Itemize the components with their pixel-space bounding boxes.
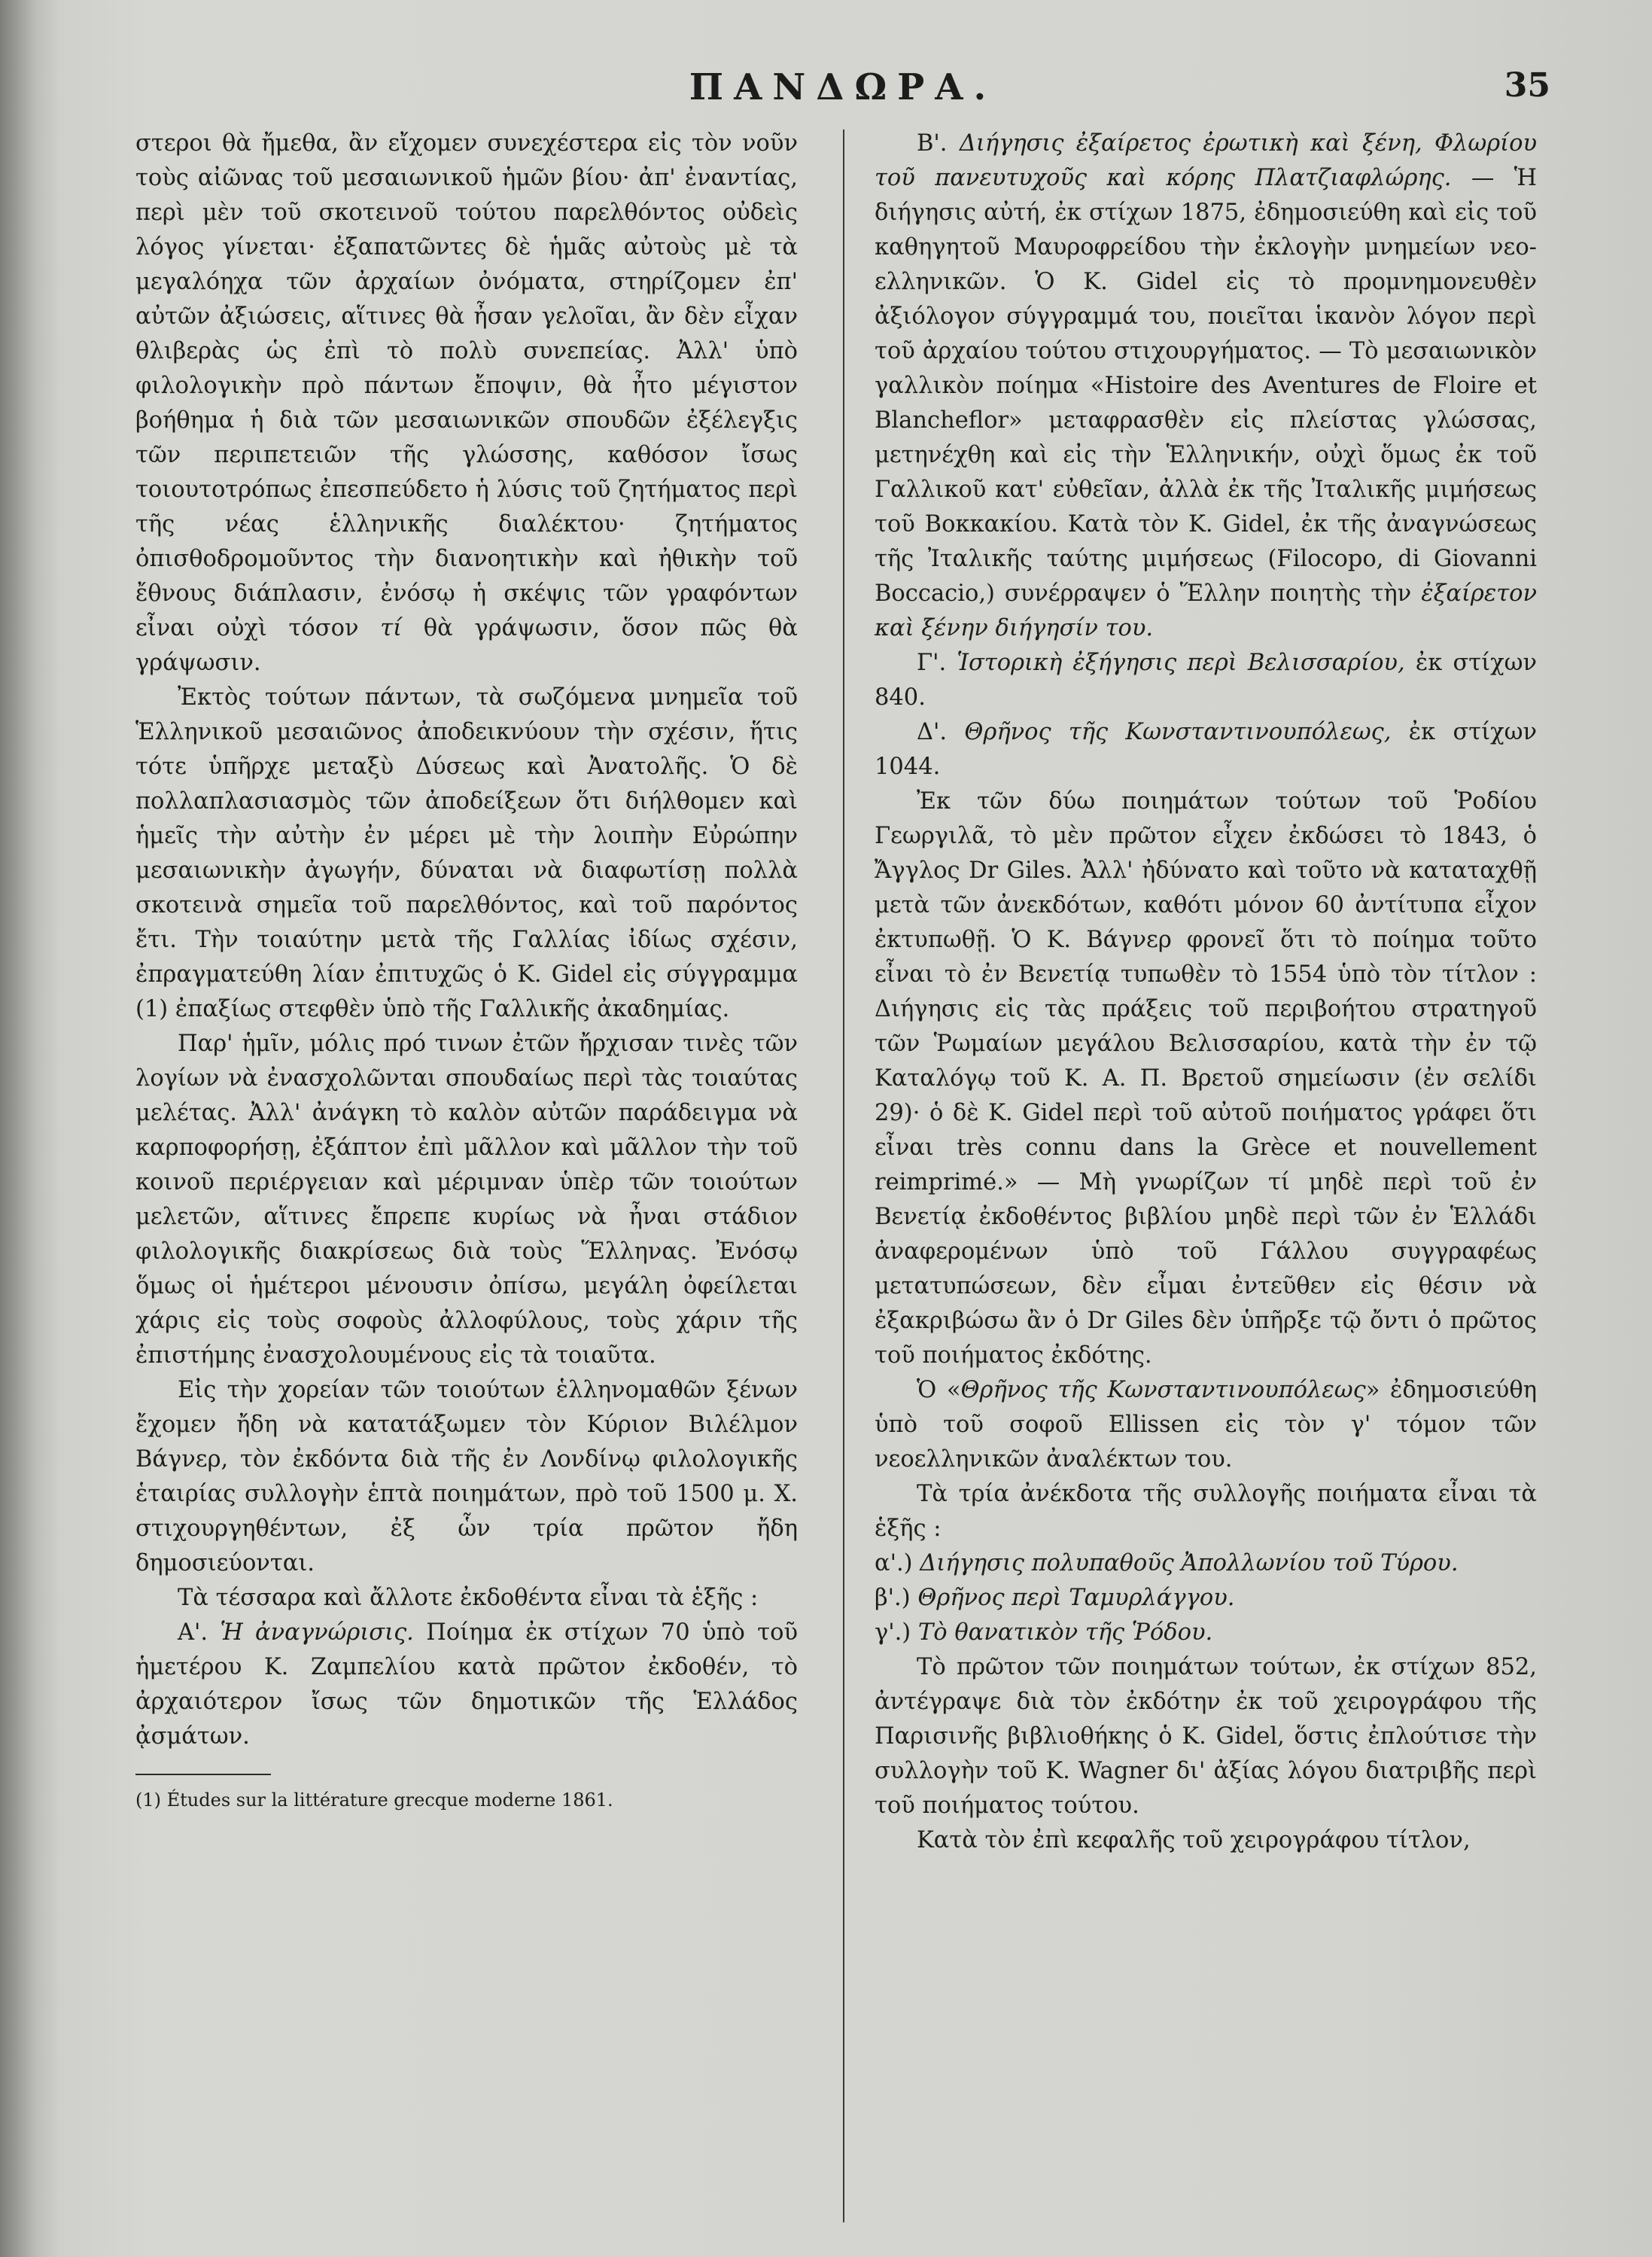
list-item: Α'. Ἡ ἀναγνώρισις. Ποίημα ἐκ στίχων 70 ὑπὸ τοῦ ἡμετέρου Κ. Ζαμπελίου κατὰ πρῶτον ἐκδοθέν, τὸ ἀρχαιότερον ἴσως τῶν δημοτικῶν τῆς Ἑλλάδος ᾀσμάτων.: [135, 1619, 798, 1750]
column-divider: [843, 129, 844, 2222]
paragraph: Κατὰ τὸν ἐπὶ κεφαλῆς τοῦ χειρογράφου τίτλον,: [917, 1827, 1471, 1853]
list-item: γ'.) Τὸ θανατικὸν τῆς Ῥόδου.: [875, 1619, 1213, 1646]
paragraph: Τὸ πρῶτον τῶν ποιημάτων τούτων, ἐκ στίχων 852, ἀντέγραψε διὰ τὸν ἐκδότην ἐκ τοῦ χειρογράφου τῆς Παρισινῆς βιβλιοθήκης ὁ Κ. Gidel, ὅστις ἐπλούτισε τὴν συλλογὴν τοῦ Κ. Wagner δι' ἀξίας λόγου διατριβῆς περὶ τοῦ ποιήματος τούτου.: [875, 1654, 1537, 1819]
running-title: ΠΑΝΔΩΡΑ.: [689, 66, 997, 108]
right-column: [875, 126, 1537, 1858]
paragraph: Τὰ τέσσαρα καὶ ἄλλοτε ἐκδοθέντα εἶναι τὰ ἑξῆς :: [178, 1585, 759, 1611]
paragraph: Εἰς τὴν χορείαν τῶν τοιούτων ἑλληνομαθῶν ξένων ἔχομεν ἤδη νὰ κατατάξωμεν τὸν Κύριον Βιλέλμον Βάγνερ, τὸν ἐκδόντα διὰ τῆς ἐν Λονδίνῳ φιλολογικῆς ἑταιρίας συλλογὴν ἑπτὰ ποιημάτων, πρὸ τοῦ 1500 μ. Χ. στιχουργηθέντων, ἐξ ὧν τρία πρῶτον ἤδη δημοσιεύονται.: [135, 1377, 798, 1576]
list-item: Γ'. Ἱστορικὴ ἐξήγησις περὶ Βελισσαρίου, ἐκ στίχων 840.: [875, 650, 1537, 711]
list-item: Δ'. Θρῆνος τῆς Κωνσταντινουπόλεως, ἐκ στίχων 1044.: [875, 719, 1538, 780]
list-item: Β'. Διήγησις ἐξαίρετος ἐρωτικὴ καὶ ξένη, Φλωρίου τοῦ πανευτυχοῦς καὶ κόρης Πλατζιαφλώρης. — Ἡ διήγησις αὐτή, ἐκ στίχων 1875, ἐδημοσιεύθη καὶ εἰς τοῦ καθηγητοῦ Μαυροφρείδου τὴν ἐκλογὴν μνημείων νεο-ελληνικῶν. Ὁ Κ. Gidel εἰς τὸ προμνημονευθὲν ἀξιόλογον σύγγραμμά του, ποιεῖται ἱκανὸν λόγον περὶ τοῦ ἀρχαίου τούτου στιχουργήματος. — Τὸ μεσαιωνικὸν γαλλικὸν ποίημα «Histoire des Aventures de Floire et Blancheflor» μεταφρασθὲν εἰς πλείστας γλώσσας, μετηνέχθη καὶ εἰς τὴν Ἑλληνικήν, οὐχὶ ὅμως ἐκ τοῦ Γαλλικοῦ κατ' εὐθεῖαν, ἀλλὰ ἐκ τῆς Ἰταλικῆς μιμήσεως τοῦ Βοκκακίου. Κατὰ τὸν Κ. Gidel, ἐκ τῆς ἀναγνώσεως τῆς Ἰταλικῆς ταύτης μιμήσεως (Filocopo, di Giovanni Boccacio,) συνέρραψεν ὁ Ἕλλην ποιητὴς τὴν ἐξαίρετον καὶ ξένην διήγησίν του.: [875, 130, 1537, 641]
paragraph: Ἐκ τῶν δύω ποιημάτων τούτων τοῦ Ῥοδίου Γεωργιλᾶ, τὸ μὲν πρῶτον εἶχεν ἐκδώσει τὸ 1843, ὁ Ἄγγλος Dr Giles. Ἀλλ' ἠδύνατο καὶ τοῦτο νὰ καταταχθῇ μετὰ τῶν ἀνεκδότων, καθότι μόνον 60 ἀντίτυπα εἶχον ἐκτυπωθῇ. Ὁ Κ. Βάγνερ φρονεῖ ὅτι τὸ ποίημα τοῦτο εἶναι τὸ ἐν Βενετίᾳ τυπωθὲν τὸ 1554 ὑπὸ τὸν τίτλον : Διήγησις εἰς τὰς πράξεις τοῦ περιβοήτου στρατηγοῦ τῶν Ῥωμαίων μεγάλου Βελισσαρίου, κατὰ τὴν ἐν τῷ Καταλόγῳ τοῦ Κ. Α. Π. Βρετοῦ σημείωσιν (ἐν σελίδι 29)· ὁ δὲ Κ. Gidel περὶ τοῦ αὐτοῦ ποιήματος γράφει ὅτι εἶναι très connu dans la Grèce et nouvellement reimprimé.» — Μὴ γνωρίζων τί μηδὲ περὶ τοῦ ἐν Βενετίᾳ ἐκδοθέντος βιβλίου μηδὲ περὶ τῶν ἐν Ἑλλάδι ἀναφερομένων ὑπὸ τοῦ Γάλλου συγγραφέως μετατυπώσεων, δὲν εἶμαι ἐντεῦθεν εἰς θέσιν νὰ ἐξακριβώσω ἂν ὁ Dr Giles δὲν ὑπῆρξε τῷ ὄντι ὁ πρῶτος τοῦ ποιήματος ἐκδότης.: [875, 788, 1537, 1369]
list-item: α'.) Διήγησις πολυπαθοῦς Ἀπολλωνίου τοῦ Τύρου.: [875, 1550, 1459, 1576]
footnote: (1) Études sur la littérature grecque moderne 1861.: [135, 1789, 613, 1811]
paragraph: Ὁ «Θρῆνος τῆς Κωνσταντινουπόλεως» ἐδημοσιεύθη ὑπὸ τοῦ σοφοῦ Ellissen εἰς τὸν γ' τόμον τῶν νεοελληνικῶν ἀναλέκτων του.: [875, 1377, 1537, 1473]
paragraph: στεροι θὰ ἤμεθα, ἂν εἴχομεν συνεχέστερα εἰς τὸν νοῦν τοὺς αἰῶνας τοῦ μεσαιωνικοῦ ἡμῶν βίου· ἀπ' ἐναντίας, περὶ μὲν τοῦ σκοτεινοῦ τούτου παρελθόντος οὐδεὶς λόγος γίνεται· ἐξαπατῶντες δὲ ἡμᾶς αὐτοὺς μὲ τὰ μεγαλόηχα τῶν ἀρχαίων ὀνόματα, στηρίζομεν ἐπ' αὐτῶν ἀξιώσεις, αἵτινες θὰ ἦσαν γελοῖαι, ἂν δὲν εἶχαν θλιβερὰς ὡς ἐπὶ τὸ πολὺ συνεπείας. Ἀλλ' ὑπὸ φιλολογικὴν πρὸ πάντων ἔποψιν, θὰ ἦτο μέγιστον βοήθημα ἡ διὰ τῶν μεσαιωνικῶν σπουδῶν ἐξέλεγξις τῶν περιπετειῶν τῆς γλώσσης, καθόσον ἴσως τοιουτοτρόπως ἐπεσπεύδετο ἡ λύσις τοῦ ζητήματος περὶ τῆς νέας ἑλληνικῆς διαλέκτου· ζητήματος ὀπισθοδρομοῦντος τὴν διανοητικὴν καὶ ἠθικὴν τοῦ ἔθνους διάπλασιν, ἐνόσῳ ἡ σκέψις τῶν γραφόντων εἶναι οὐχὶ τόσον τί θὰ γράψωσιν, ὅσον πῶς θὰ γράψωσιν.: [135, 130, 798, 676]
footnote-divider: [135, 1774, 271, 1775]
page-header: [135, 66, 1550, 111]
page-number: 35: [1504, 66, 1550, 105]
paragraph: Ἐκτὸς τούτων πάντων, τὰ σωζόμενα μνημεῖα τοῦ Ἑλληνικοῦ μεσαιῶνος ἀποδεικνύουν τὴν σχέσιν, ἥτις τότε ὑπῆρχε μεταξὺ Δύσεως καὶ Ἀνατολῆς. Ὁ δὲ πολλαπλασιασμὸς τῶν ἀποδείξεων ὅτι διήλθομεν καὶ ἡμεῖς τὴν αὐτὴν ἐν μέρει μὲ τὴν λοιπὴν Εὐρώπην μεσαιωνικὴν ἀγωγήν, δύναται νὰ διαφωτίσῃ πολλὰ σκοτεινὰ σημεῖα τοῦ παρελθόντος, καὶ τοῦ παρόντος ἔτι. Τὴν τοιαύτην μετὰ τῆς Γαλλίας ἰδίως σχέσιν, ἐπραγματεύθη λίαν ἐπιτυχῶς ὁ Κ. Gidel εἰς σύγγραμμα (1) ἐπαξίως στεφθὲν ὑπὸ τῆς Γαλλικῆς ἀκαδημίας.: [135, 684, 798, 1022]
list-item: β'.) Θρῆνος περὶ Ταμυρλάγγου.: [875, 1585, 1235, 1611]
paragraph: Παρ' ἡμῖν, μόλις πρό τινων ἐτῶν ἤρχισαν τινὲς τῶν λογίων νὰ ἐνασχολῶνται σπουδαίως περὶ τὰς τοιαύτας μελέτας. Ἀλλ' ἀνάγκη τὸ καλὸν αὐτῶν παράδειγμα νὰ καρποφορήσῃ, ἐξάπτον ἐπὶ μᾶλλον καὶ μᾶλλον τὴν τοῦ κοινοῦ περιέργειαν καὶ μέριμναν ὑπὲρ τῶν τοιούτων μελετῶν, αἵτινες ἔπρεπε κυρίως νὰ ἦναι στάδιον φιλολογικῆς διακρίσεως διὰ τοὺς Ἕλληνας. Ἐνόσῳ ὅμως οἱ ἡμέτεροι μένουσιν ὀπίσω, μεγάλη ὀφείλεται χάρις εἰς τοὺς σοφοὺς ἀλλοφύλους, τοὺς χάριν τῆς ἐπιστήμης ἐνασχολουμένους εἰς τὰ τοιαῦτα.: [135, 1031, 798, 1369]
paragraph: Τὰ τρία ἀνέκδοτα τῆς συλλογῆς ποιήματα εἶναι τὰ ἑξῆς :: [875, 1481, 1537, 1542]
left-column: [135, 126, 798, 1813]
